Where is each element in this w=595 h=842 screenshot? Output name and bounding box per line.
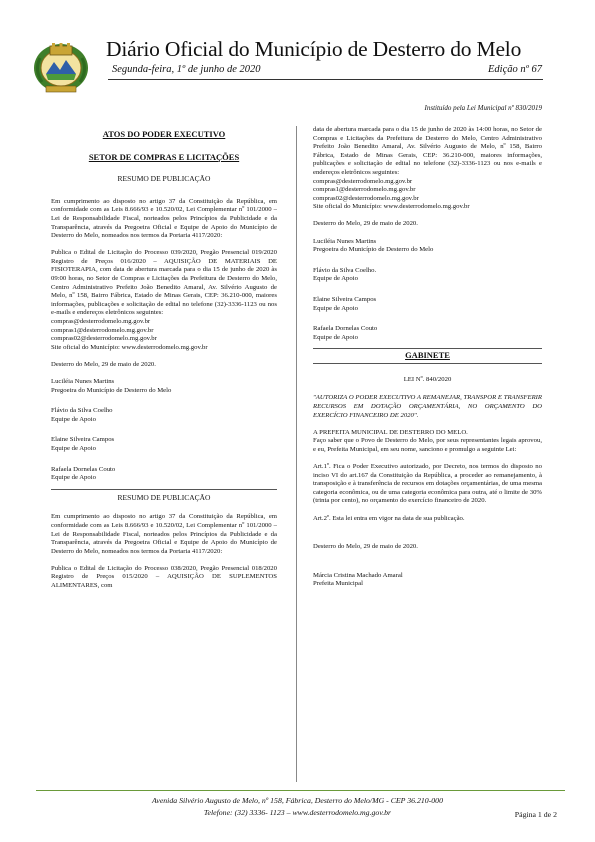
resumo-heading-1: RESUMO DE PUBLICAÇÃO — [117, 174, 211, 184]
signature-block — [313, 325, 542, 342]
signatory-role: Equipe de Apoio — [51, 415, 96, 423]
signatory-role: Pregoeira do Município de Desterro do Melo — [51, 386, 172, 394]
law-ementa: "AUTORIZA O PODER EXECUTIVO A REMANEJAR, TRANSPOR E TRANSFERIR RECURSOS EM DOTAÇÃO ORÇAMENTÁRIA, NO ORÇAMENTO DO EXERCÍCIO FINANCEIRO DE 2020". — [313, 394, 542, 419]
email-link-1[interactable]: compras@desterrodomelo.mg.gov.br — [313, 177, 413, 185]
signing-date: Desterro do Melo, 29 de maio de 2020. — [51, 360, 156, 368]
publication-date: Segunda-feira, 1º de junho de 2020 — [112, 64, 261, 75]
article-2: Art.2º. Esta lei entra em vigor na data de sua publicação. — [313, 514, 465, 522]
signature-block — [51, 407, 277, 424]
signatory-role: Equipe de Apoio — [51, 444, 96, 452]
footer-address: Avenida Silvério Augusto de Melo, nº 158, Fábrica, Desterro do Melo/MG - CEP 36.210-000 — [152, 796, 443, 805]
signature-block — [313, 238, 542, 255]
section-divider — [51, 489, 277, 490]
signatory-role: Pregoeira do Município de Desterro do Melo — [313, 246, 434, 254]
signature-block — [51, 378, 277, 395]
resumo-heading-2: RESUMO DE PUBLICAÇÃO — [117, 492, 211, 502]
signatory-role: Equipe de Apoio — [313, 333, 358, 341]
email-link-2[interactable]: compras1@desterrodomelo.mg.gov.br — [313, 186, 416, 194]
edition-number: Edição nº 67 — [488, 64, 542, 75]
signature-block — [51, 436, 277, 453]
resumo-1-paragraph-1: Em cumprimento ao disposto no artigo 37 da Constituição da República, em conformidade com as Leis 8.666/93 e 10.520/02, Lei Complementar nº 101/2000 – Lei de Responsabilidade Fiscal, norteados pelos Princípios da Publicidade e da Transparência, através da Pregoeira Oficial e Equipe de Apoio do Município de Desterro do Melo, nomeados nos termos da Portaria 4117/2020: — [51, 197, 277, 240]
signature-block — [313, 267, 542, 284]
signature-block — [313, 296, 542, 313]
institution-note: Instituído pela Lei Municipal nº 830/2019 — [424, 104, 542, 112]
signing-date: Desterro do Melo, 29 de maio de 2020. — [313, 220, 418, 228]
footer-rule — [36, 790, 565, 791]
signatory-name: Luciléia Nunes Martins — [313, 237, 377, 245]
signatory-name: Elaine Silveira Campos — [51, 436, 115, 444]
newspaper-title: Diário Oficial do Município de Desterro do Melo — [106, 37, 522, 61]
signatory-name: Márcia Cristina Machado Amaral — [313, 571, 403, 579]
footer-contact: Telefone: (32) 3336- 1123 – www.desterrodomelo.mg.gov.br — [203, 808, 392, 817]
site-link[interactable]: Site oficial do Município: www.desterrodomelo.mg.gov.br — [313, 203, 470, 211]
resumo-1-paragraph-2: Publica o Edital de Licitação do Processo 039/2020, Pregão Presencial 019/2020 Registro de Preços 016/2020 – AQUISIÇÃO DE MATERIAIS DE FISIOTERAPIA, com data de abertura marcada para o dia 15 de junho de 2020 às 09:00 horas, no Setor de Compras e Licitações da Prefeitura de Desterro do Melo, Centro Administrativo Prefeito João Benedito Amaral, Av. Silvério Augusto de Melo, nº 158, Bairro Fábrica, Estado de Minas Gerais, CEP: 36.210-000, maiores informações, publicações e solicitação de edital no telefone (32)-3336-1123 ou nos e-mails e endereços eletrônicos seguintes: — [51, 249, 277, 317]
email-link-1[interactable]: compras@desterrodomelo.mg.gov.br — [51, 318, 151, 325]
section-title: ATOS DO PODER EXECUTIVO — [102, 129, 226, 139]
prefeitura-heading: A PREFEITA MUNICIPAL DE DESTERRO DO MELO. — [313, 428, 468, 436]
page-number: Página 1 de 2 — [514, 810, 557, 819]
mayor-signature — [313, 572, 542, 589]
continuation-paragraph: data de abertura marcada para o dia 15 de junho de 2020 às 14:00 horas, no Setor de Compras e Licitações da Prefeitura de Desterro do Melo, Centro Administrativo Prefeito João Benedito Amaral, Av. Silvério Augusto de Melo, nº 158, Bairro Fábrica, Estado de Minas Gerais, CEP: 36.210-000, maiores informações, publicações e solicitação de edital no telefone (32)-3336-1123 ou nos e-mails e endereços eletrônicos seguintes: — [313, 126, 542, 176]
gabinete-title: GABINETE — [405, 350, 450, 361]
signatory-name: Flávio da Silva Coelho — [51, 407, 113, 415]
article-1: Art.1º. Fica o Poder Executivo autorizado, por Decreto, nos termos do disposto no inciso VI do art.167 da Constituição da República, a proceder ao remanejamento, à transposição e à transferência de recursos em dotações orçamentárias, de uma mesma categoria econômica, ou de uma categoria econômica para outra, até o limite de 30% (trinta por cento), no orçamento do exercício financeiro de 2020. — [313, 463, 542, 505]
signatory-role: Prefeita Municipal — [313, 580, 363, 588]
signatory-role: Equipe de Apoio — [51, 474, 96, 482]
left-column — [51, 126, 277, 591]
email-link-3[interactable]: compras02@desterrodomelo.mg.gov.br — [313, 194, 419, 202]
municipal-coat-of-arms-icon — [30, 38, 92, 96]
signature-block — [51, 466, 277, 483]
resumo-2-paragraph-1: Em cumprimento ao disposto no artigo 37 da Constituição da República, em conformidade com as Leis 8.666/93 e 10.520/02, Lei Complementar nº 101/2000 – Lei de Responsabilidade Fiscal, norteados pelos Princípios da Publicidade e da Transparência, através da Pregoeira Oficial e Equipe de Apoio do Município de Desterro do Melo, nomeados nos termos da Portaria 4117/2020: — [51, 513, 277, 555]
resumo-2-paragraph-2: Publica o Edital de Licitação do Processo 038/2020, Pregão Presencial 018/2020 Registro de Preços 015/2020 – AQUISIÇÃO DE SUPLEMENTOS ALIMENTARES, com — [51, 564, 277, 589]
law-intro: Faço saber que o Povo de Desterro do Melo, por seus representantes legais aprovou, e eu, Prefeita Municipal, em seu nome, sanciono e promulgo a seguinte Lei: — [313, 437, 542, 453]
site-link[interactable]: Site oficial do Município: www.desterrodomelo.mg.gov.br — [51, 343, 208, 351]
right-column — [313, 126, 542, 601]
signatory-name: Flávio da Silva Coelho. — [313, 266, 377, 274]
signatory-name: Rafaela Dornelas Couto — [313, 325, 378, 333]
signatory-name: Rafaela Dornelas Couto — [51, 465, 116, 473]
law-number: LEI Nº. 840/2020 — [403, 375, 452, 383]
signatory-role: Equipe de Apoio — [313, 304, 358, 312]
signatory-name: Elaine Silveira Campos — [313, 295, 377, 303]
gabinete-header — [313, 348, 542, 364]
column-divider — [296, 126, 297, 782]
law-date: Desterro do Melo, 29 de maio de 2020. — [313, 543, 418, 551]
sector-title: SETOR DE COMPRAS E LICITAÇÕES — [88, 151, 240, 162]
header-rule — [108, 79, 543, 80]
signatory-name: Luciléia Nunes Martins — [51, 377, 115, 385]
email-link-3[interactable]: compras02@desterrodomelo.mg.gov.br — [51, 335, 157, 343]
signatory-role: Equipe de Apoio — [313, 275, 358, 283]
email-link-2[interactable]: compras1@desterrodomelo.mg.gov.br — [51, 326, 154, 334]
